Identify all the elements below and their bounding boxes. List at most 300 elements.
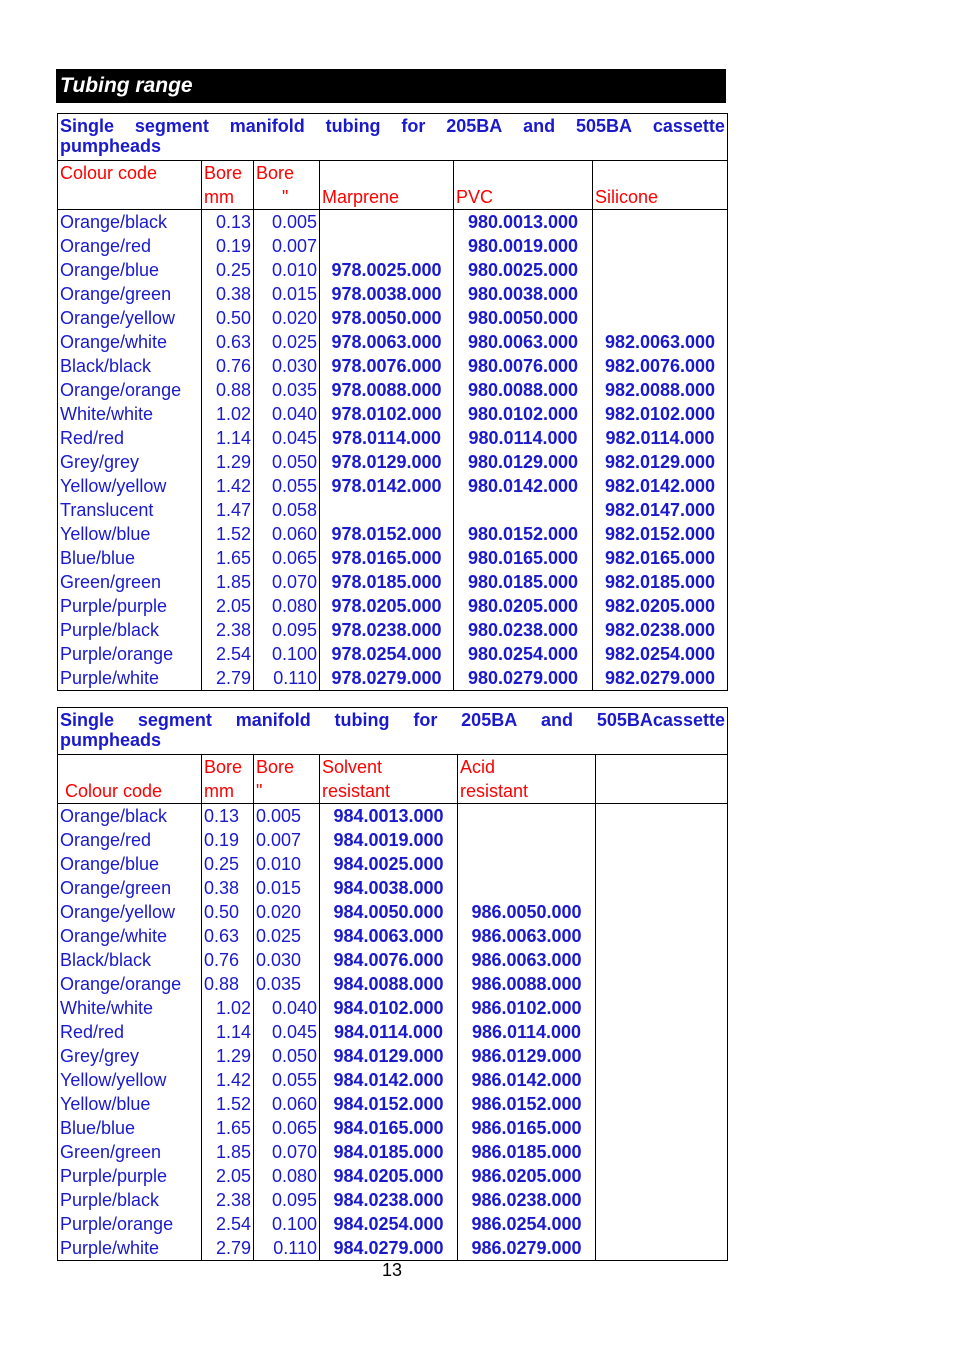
marprene-code-cell: 978.0102.000 [320, 402, 454, 426]
title-word: for [413, 710, 438, 730]
silicone-code-cell: 982.0129.000 [593, 450, 728, 474]
acid-code-cell: 986.0165.000 [458, 1116, 596, 1140]
table-row [58, 330, 728, 354]
silicone-code-cell: 982.0205.000 [593, 594, 728, 618]
table-row [58, 828, 728, 852]
table-row [58, 210, 728, 235]
colour-code-cell: Orange/black [58, 804, 202, 829]
empty-cell [596, 1020, 728, 1044]
colour-code-cell: Yellow/blue [58, 1092, 202, 1116]
colour-code-cell: Orange/blue [58, 258, 202, 282]
silicone-code-cell: 982.0088.000 [593, 378, 728, 402]
header-marprene: Marprene [320, 161, 454, 210]
bore-inch-cell: 0.055 [254, 474, 320, 498]
bore-inch-cell: 0.040 [254, 996, 320, 1020]
pvc-code-cell: 980.0129.000 [454, 450, 593, 474]
bore-mm-cell: 1.52 [202, 522, 254, 546]
colour-code-cell: Purple/white [58, 1236, 202, 1261]
solvent-code-cell: 984.0038.000 [320, 876, 458, 900]
silicone-code-cell: 982.0185.000 [593, 570, 728, 594]
bore-inch-cell: 0.015 [254, 282, 320, 306]
pvc-code-cell: 980.0076.000 [454, 354, 593, 378]
acid-code-cell: 986.0254.000 [458, 1212, 596, 1236]
table-row [58, 618, 728, 642]
bore-mm-cell: 0.88 [202, 972, 254, 996]
colour-code-cell: Green/green [58, 1140, 202, 1164]
table-row [58, 306, 728, 330]
table-row [58, 522, 728, 546]
table-row [58, 450, 728, 474]
header-bore-inch: Bore " [254, 161, 320, 210]
empty-cell [596, 1116, 728, 1140]
solvent-code-cell: 984.0205.000 [320, 1164, 458, 1188]
solvent-code-cell: 984.0238.000 [320, 1188, 458, 1212]
colour-code-cell: Orange/red [58, 828, 202, 852]
empty-cell [596, 900, 728, 924]
acid-code-cell [458, 804, 596, 829]
marprene-code-cell: 978.0205.000 [320, 594, 454, 618]
solvent-code-cell: 984.0185.000 [320, 1140, 458, 1164]
bore-mm-cell: 0.76 [202, 354, 254, 378]
bore-mm-cell: 0.63 [202, 330, 254, 354]
table-row [58, 1044, 728, 1068]
bore-inch-cell: 0.100 [254, 1212, 320, 1236]
bore-mm-cell: 0.88 [202, 378, 254, 402]
acid-code-cell [458, 852, 596, 876]
table-row [58, 642, 728, 666]
pvc-code-cell: 980.0152.000 [454, 522, 593, 546]
table-row [58, 282, 728, 306]
title-word: 505BA [575, 116, 633, 136]
solvent-code-cell: 984.0114.000 [320, 1020, 458, 1044]
colour-code-cell: Purple/black [58, 1188, 202, 1212]
acid-code-cell: 986.0050.000 [458, 900, 596, 924]
empty-cell [596, 996, 728, 1020]
colour-code-cell: Red/red [58, 426, 202, 450]
marprene-code-cell: 978.0165.000 [320, 546, 454, 570]
bore-inch-cell: 0.055 [254, 1068, 320, 1092]
title-word: and [523, 116, 556, 136]
table-row [58, 972, 728, 996]
table-row [58, 234, 728, 258]
silicone-code-cell: 982.0102.000 [593, 402, 728, 426]
silicone-code-cell: 982.0238.000 [593, 618, 728, 642]
table-row [58, 570, 728, 594]
pvc-code-cell: 980.0063.000 [454, 330, 593, 354]
colour-code-cell: Grey/grey [58, 1044, 202, 1068]
pvc-code-cell: 980.0102.000 [454, 402, 593, 426]
header-acid-resistant: Acid resistant [458, 755, 596, 804]
colour-code-cell: Orange/yellow [58, 306, 202, 330]
colour-code-cell: White/white [58, 996, 202, 1020]
solvent-code-cell: 984.0050.000 [320, 900, 458, 924]
bore-mm-cell: 0.38 [202, 282, 254, 306]
table-row [58, 996, 728, 1020]
table-row [58, 1164, 728, 1188]
pvc-code-cell: 980.0205.000 [454, 594, 593, 618]
bore-inch-cell: 0.070 [254, 570, 320, 594]
silicone-code-cell [593, 306, 728, 330]
colour-code-cell: Blue/blue [58, 546, 202, 570]
bore-inch-cell: 0.080 [254, 1164, 320, 1188]
bore-mm-cell: 1.42 [202, 1068, 254, 1092]
bore-mm-cell: 0.25 [202, 258, 254, 282]
table-row [58, 594, 728, 618]
acid-code-cell: 986.0205.000 [458, 1164, 596, 1188]
empty-cell [596, 1212, 728, 1236]
empty-cell [596, 948, 728, 972]
table-row [58, 498, 728, 522]
acid-code-cell: 986.0063.000 [458, 924, 596, 948]
acid-code-cell [458, 828, 596, 852]
silicone-code-cell: 982.0254.000 [593, 642, 728, 666]
bore-mm-cell: 2.38 [202, 1188, 254, 1212]
colour-code-cell: Yellow/yellow [58, 1068, 202, 1092]
title-word: manifold [229, 116, 305, 136]
solvent-code-cell: 984.0063.000 [320, 924, 458, 948]
bore-mm-cell: 2.05 [202, 1164, 254, 1188]
colour-code-cell: Orange/blue [58, 852, 202, 876]
title-word: Single [60, 116, 115, 136]
bore-inch-cell: 0.035 [254, 972, 320, 996]
table-row [58, 546, 728, 570]
silicone-code-cell: 982.0063.000 [593, 330, 728, 354]
silicone-code-cell [593, 210, 728, 235]
bore-mm-cell: 1.14 [202, 1020, 254, 1044]
header-silicone: Silicone [593, 161, 728, 210]
tubing-table-2 [57, 707, 728, 1261]
bore-inch-cell: 0.110 [254, 666, 320, 691]
bore-mm-cell: 0.63 [202, 924, 254, 948]
table-1-title [58, 114, 728, 161]
bore-mm-cell: 2.54 [202, 642, 254, 666]
table-row [58, 876, 728, 900]
table-row [58, 1188, 728, 1212]
empty-cell [596, 1068, 728, 1092]
bore-inch-cell: 0.050 [254, 1044, 320, 1068]
marprene-code-cell: 978.0185.000 [320, 570, 454, 594]
solvent-code-cell: 984.0165.000 [320, 1116, 458, 1140]
bore-inch-cell: 0.020 [254, 900, 320, 924]
title-word: segment [134, 116, 209, 136]
bore-inch-cell: 0.060 [254, 522, 320, 546]
colour-code-cell: Purple/orange [58, 642, 202, 666]
bore-inch-cell: 0.005 [254, 210, 320, 235]
pvc-code-cell: 980.0238.000 [454, 618, 593, 642]
colour-code-cell: Orange/white [58, 924, 202, 948]
header-pvc: PVC [454, 161, 593, 210]
bore-mm-cell: 2.38 [202, 618, 254, 642]
table-row [58, 1140, 728, 1164]
title-word: segment [137, 710, 212, 730]
marprene-code-cell: 978.0088.000 [320, 378, 454, 402]
header-colour-code: Colour code [58, 161, 202, 210]
bore-inch-cell: 0.035 [254, 378, 320, 402]
bore-mm-cell: 1.29 [202, 450, 254, 474]
acid-code-cell: 986.0152.000 [458, 1092, 596, 1116]
colour-code-cell: Yellow/blue [58, 522, 202, 546]
bore-inch-cell: 0.100 [254, 642, 320, 666]
bore-mm-cell: 1.85 [202, 570, 254, 594]
bore-mm-cell: 1.14 [202, 426, 254, 450]
empty-cell [596, 1164, 728, 1188]
title-word: tubing [334, 710, 390, 730]
empty-cell [596, 804, 728, 829]
bore-mm-cell: 1.02 [202, 402, 254, 426]
acid-code-cell: 986.0142.000 [458, 1068, 596, 1092]
empty-cell [596, 1140, 728, 1164]
silicone-code-cell: 982.0076.000 [593, 354, 728, 378]
pvc-code-cell: 980.0025.000 [454, 258, 593, 282]
colour-code-cell: Orange/orange [58, 378, 202, 402]
colour-code-cell: Blue/blue [58, 1116, 202, 1140]
colour-code-cell: Purple/purple [58, 1164, 202, 1188]
bore-mm-cell: 2.05 [202, 594, 254, 618]
table-row [58, 1068, 728, 1092]
silicone-code-cell: 982.0165.000 [593, 546, 728, 570]
table-row [58, 378, 728, 402]
empty-cell [596, 924, 728, 948]
marprene-code-cell: 978.0254.000 [320, 642, 454, 666]
tubing-table-1 [57, 113, 728, 691]
table-row [58, 354, 728, 378]
empty-cell [596, 1092, 728, 1116]
table-row [58, 924, 728, 948]
table-row [58, 1212, 728, 1236]
silicone-code-cell [593, 234, 728, 258]
table-2-title-line2: pumpheads [60, 730, 162, 750]
header-solvent-resistant: Solvent resistant [320, 755, 458, 804]
acid-code-cell: 986.0185.000 [458, 1140, 596, 1164]
table-1-title-line2: pumpheads [60, 136, 162, 156]
table-2-title [58, 708, 728, 755]
empty-cell [596, 1236, 728, 1261]
colour-code-cell: Orange/yellow [58, 900, 202, 924]
acid-code-cell: 986.0279.000 [458, 1236, 596, 1261]
marprene-code-cell [320, 498, 454, 522]
solvent-code-cell: 984.0013.000 [320, 804, 458, 829]
colour-code-cell: Red/red [58, 1020, 202, 1044]
acid-code-cell: 986.0102.000 [458, 996, 596, 1020]
colour-code-cell: Orange/white [58, 330, 202, 354]
pvc-code-cell [454, 498, 593, 522]
bore-inch-cell: 0.030 [254, 948, 320, 972]
bore-mm-cell: 1.52 [202, 1092, 254, 1116]
bore-mm-cell: 0.50 [202, 306, 254, 330]
pvc-code-cell: 980.0185.000 [454, 570, 593, 594]
bore-inch-cell: 0.058 [254, 498, 320, 522]
bore-mm-cell: 1.65 [202, 1116, 254, 1140]
section-banner: Tubing range [56, 69, 726, 103]
bore-mm-cell: 0.19 [202, 828, 254, 852]
colour-code-cell: Purple/purple [58, 594, 202, 618]
marprene-code-cell: 978.0063.000 [320, 330, 454, 354]
colour-code-cell: White/white [58, 402, 202, 426]
silicone-code-cell: 982.0114.000 [593, 426, 728, 450]
pvc-code-cell: 980.0088.000 [454, 378, 593, 402]
bore-mm-cell: 2.79 [202, 1236, 254, 1261]
acid-code-cell: 986.0063.000 [458, 948, 596, 972]
pvc-code-cell: 980.0013.000 [454, 210, 593, 235]
bore-mm-cell: 1.85 [202, 1140, 254, 1164]
solvent-code-cell: 984.0129.000 [320, 1044, 458, 1068]
empty-cell [596, 1044, 728, 1068]
bore-mm-cell: 1.47 [202, 498, 254, 522]
bore-inch-cell: 0.010 [254, 852, 320, 876]
bore-inch-cell: 0.005 [254, 804, 320, 829]
marprene-code-cell: 978.0238.000 [320, 618, 454, 642]
bore-inch-cell: 0.010 [254, 258, 320, 282]
bore-mm-cell: 1.42 [202, 474, 254, 498]
table-row [58, 1116, 728, 1140]
pvc-code-cell: 980.0142.000 [454, 474, 593, 498]
colour-code-cell: Orange/black [58, 210, 202, 235]
colour-code-cell: Grey/grey [58, 450, 202, 474]
marprene-code-cell: 978.0050.000 [320, 306, 454, 330]
table-row [58, 804, 728, 829]
marprene-code-cell [320, 234, 454, 258]
bore-mm-cell: 0.19 [202, 234, 254, 258]
pvc-code-cell: 980.0019.000 [454, 234, 593, 258]
colour-code-cell: Purple/black [58, 618, 202, 642]
colour-code-cell: Translucent [58, 498, 202, 522]
header-bore-mm: Bore mm [202, 161, 254, 210]
marprene-code-cell: 978.0038.000 [320, 282, 454, 306]
bore-mm-cell: 0.76 [202, 948, 254, 972]
title-word: 205BA [446, 116, 503, 136]
table-row [58, 948, 728, 972]
bore-inch-cell: 0.065 [254, 1116, 320, 1140]
bore-inch-cell: 0.065 [254, 546, 320, 570]
silicone-code-cell [593, 258, 728, 282]
marprene-code-cell: 978.0152.000 [320, 522, 454, 546]
bore-inch-cell: 0.007 [254, 828, 320, 852]
bore-mm-cell: 0.13 [202, 210, 254, 235]
table-row [58, 852, 728, 876]
bore-inch-cell: 0.095 [254, 1188, 320, 1212]
solvent-code-cell: 984.0076.000 [320, 948, 458, 972]
pvc-code-cell: 980.0279.000 [454, 666, 593, 691]
solvent-code-cell: 984.0142.000 [320, 1068, 458, 1092]
bore-inch-cell: 0.007 [254, 234, 320, 258]
title-word: tubing [325, 116, 381, 136]
marprene-code-cell: 978.0142.000 [320, 474, 454, 498]
empty-cell [596, 1188, 728, 1212]
silicone-code-cell: 982.0152.000 [593, 522, 728, 546]
solvent-code-cell: 984.0102.000 [320, 996, 458, 1020]
solvent-code-cell: 984.0088.000 [320, 972, 458, 996]
silicone-code-cell [593, 282, 728, 306]
acid-code-cell: 986.0129.000 [458, 1044, 596, 1068]
title-word: for [401, 116, 426, 136]
pvc-code-cell: 980.0254.000 [454, 642, 593, 666]
marprene-code-cell [320, 210, 454, 235]
bore-mm-cell: 0.38 [202, 876, 254, 900]
solvent-code-cell: 984.0019.000 [320, 828, 458, 852]
bore-inch-cell: 0.070 [254, 1140, 320, 1164]
empty-cell [596, 828, 728, 852]
table-row [58, 402, 728, 426]
solvent-code-cell: 984.0279.000 [320, 1236, 458, 1261]
bore-mm-cell: 1.65 [202, 546, 254, 570]
solvent-code-cell: 984.0254.000 [320, 1212, 458, 1236]
bore-mm-cell: 0.13 [202, 804, 254, 829]
empty-cell [596, 876, 728, 900]
pvc-code-cell: 980.0038.000 [454, 282, 593, 306]
header-colour-code: Colour code [58, 755, 202, 804]
table-row [58, 1020, 728, 1044]
marprene-code-cell: 978.0025.000 [320, 258, 454, 282]
table-row [58, 474, 728, 498]
bore-inch-cell: 0.110 [254, 1236, 320, 1261]
table-row [58, 666, 728, 691]
marprene-code-cell: 978.0114.000 [320, 426, 454, 450]
acid-code-cell [458, 876, 596, 900]
header-empty [596, 755, 728, 804]
bore-mm-cell: 0.50 [202, 900, 254, 924]
bore-mm-cell: 1.29 [202, 1044, 254, 1068]
table-row [58, 1236, 728, 1261]
bore-inch-cell: 0.025 [254, 330, 320, 354]
silicone-code-cell: 982.0142.000 [593, 474, 728, 498]
bore-inch-cell: 0.060 [254, 1092, 320, 1116]
title-word: and [541, 710, 574, 730]
empty-cell [596, 852, 728, 876]
pvc-code-cell: 980.0050.000 [454, 306, 593, 330]
solvent-code-cell: 984.0152.000 [320, 1092, 458, 1116]
marprene-code-cell: 978.0129.000 [320, 450, 454, 474]
bore-inch-cell: 0.050 [254, 450, 320, 474]
acid-code-cell: 986.0114.000 [458, 1020, 596, 1044]
colour-code-cell: Orange/green [58, 282, 202, 306]
colour-code-cell: Black/black [58, 948, 202, 972]
header-bore-mm: Bore mm [202, 755, 254, 804]
title-word: 205BA [461, 710, 518, 730]
pvc-code-cell: 980.0114.000 [454, 426, 593, 450]
colour-code-cell: Orange/orange [58, 972, 202, 996]
bore-inch-cell: 0.030 [254, 354, 320, 378]
page-number: 13 [381, 1260, 403, 1280]
title-word: Single [60, 710, 115, 730]
pvc-code-cell: 980.0165.000 [454, 546, 593, 570]
bore-mm-cell: 2.79 [202, 666, 254, 691]
title-word: cassette [652, 116, 725, 136]
table-row [58, 1092, 728, 1116]
bore-mm-cell: 2.54 [202, 1212, 254, 1236]
colour-code-cell: Orange/red [58, 234, 202, 258]
bore-inch-cell: 0.040 [254, 402, 320, 426]
title-word: 505BAcassette [596, 710, 725, 730]
colour-code-cell: Purple/orange [58, 1212, 202, 1236]
title-word: manifold [235, 710, 311, 730]
table-row [58, 900, 728, 924]
table-row [58, 426, 728, 450]
colour-code-cell: Black/black [58, 354, 202, 378]
bore-mm-cell: 0.25 [202, 852, 254, 876]
acid-code-cell: 986.0238.000 [458, 1188, 596, 1212]
bore-mm-cell: 1.02 [202, 996, 254, 1020]
bore-inch-cell: 0.015 [254, 876, 320, 900]
solvent-code-cell: 984.0025.000 [320, 852, 458, 876]
bore-inch-cell: 0.025 [254, 924, 320, 948]
acid-code-cell: 986.0088.000 [458, 972, 596, 996]
silicone-code-cell: 982.0147.000 [593, 498, 728, 522]
colour-code-cell: Orange/green [58, 876, 202, 900]
table-row [58, 258, 728, 282]
bore-inch-cell: 0.020 [254, 306, 320, 330]
bore-inch-cell: 0.080 [254, 594, 320, 618]
colour-code-cell: Yellow/yellow [58, 474, 202, 498]
